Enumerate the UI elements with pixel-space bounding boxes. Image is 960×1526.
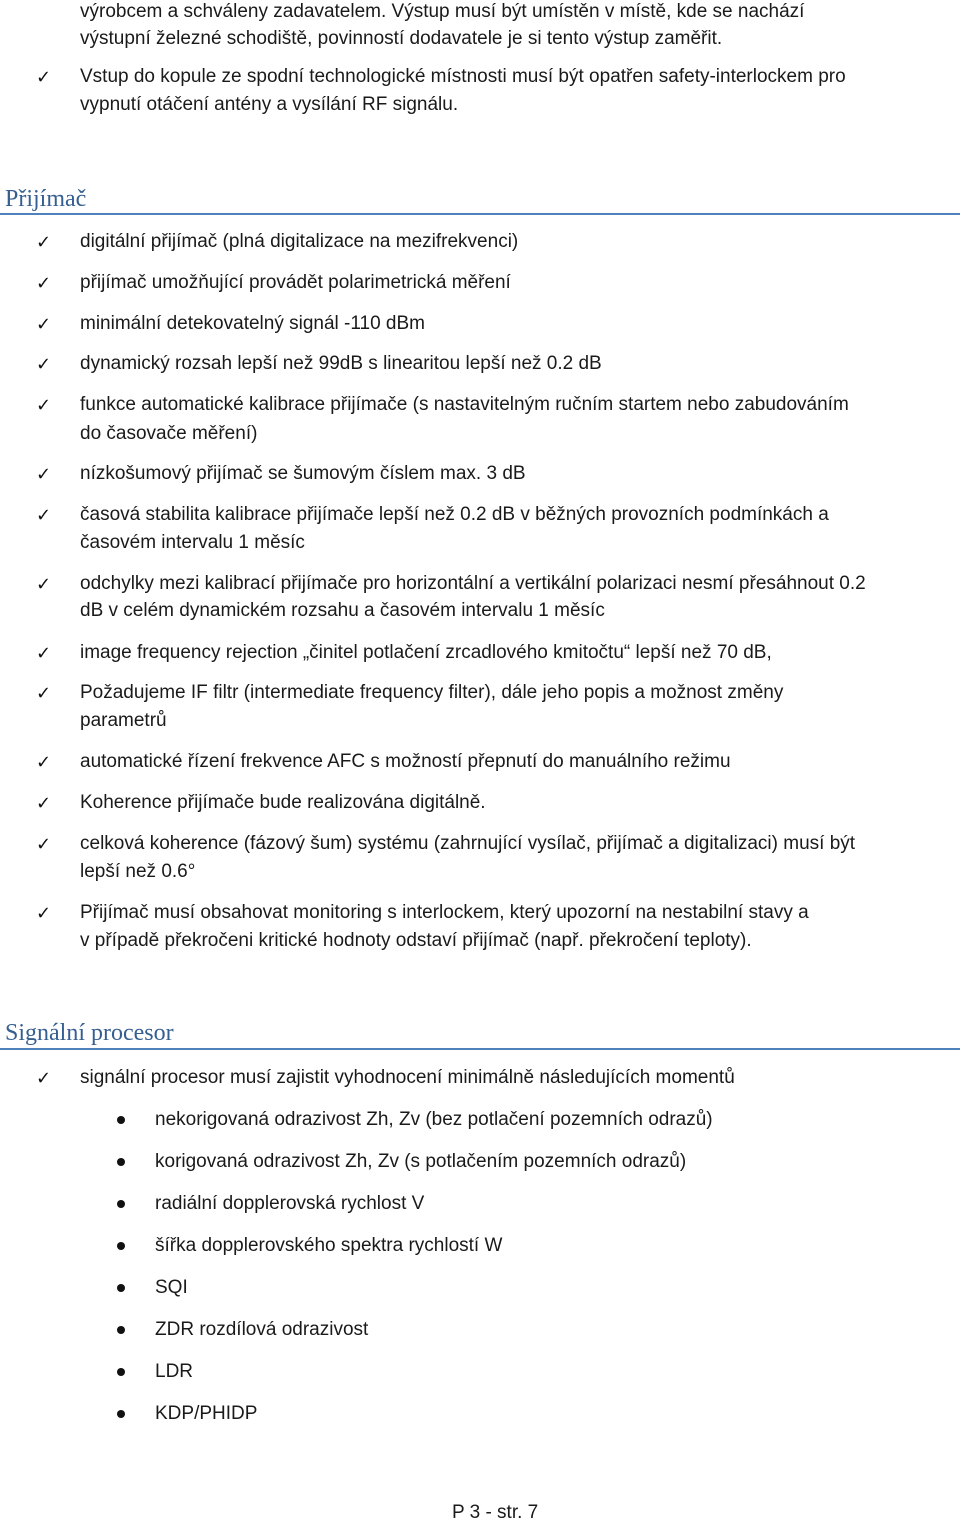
intro-item-line-2: vypnutí otáčení antény a vysílání RF signálu. (80, 94, 459, 115)
list-item: funkce automatické kalibrace přijímače (s nastavitelným ručním startem nebo zabudováním (80, 394, 849, 415)
sub-list-item: korigovaná odrazivost Zh, Zv (s potlačením pozemních odrazů) (155, 1151, 687, 1172)
checkmark-icon: ✓ (36, 683, 52, 703)
list-item: Koherence přijímače bude realizována digitálně. (80, 792, 486, 813)
list-item-continuation: dB v celém dynamickém rozsahu a časovém intervalu 1 měsíc (80, 600, 605, 621)
list-item: image frequency rejection „činitel potlačení zrcadlového kmitočtu“ lepší než 70 dB, (80, 642, 772, 663)
list-item: signální procesor musí zajistit vyhodnocení minimálně následujících momentů (80, 1067, 735, 1088)
sub-list-item: ZDR rozdílová odrazivost (155, 1319, 369, 1340)
checkmark-icon: ✓ (36, 67, 52, 87)
list-item: časová stabilita kalibrace přijímače lepší než 0.2 dB v běžných provozních podmínkách a (80, 504, 829, 525)
bullet-icon (117, 1284, 125, 1292)
list-item: odchylky mezi kalibrací přijímače pro horizontální a vertikální polarizaci nesmí přesáhnout 0.2 (80, 573, 866, 594)
bullet-icon (117, 1410, 125, 1418)
list-item: Přijímač musí obsahovat monitoring s interlockem, který upozorní na nestabilní stavy a (80, 902, 809, 923)
checkmark-icon: ✓ (36, 505, 52, 525)
checkmark-icon: ✓ (36, 752, 52, 772)
checkmark-icon: ✓ (36, 1068, 52, 1088)
bullet-icon (117, 1200, 125, 1208)
bullet-icon (117, 1326, 125, 1334)
checkmark-icon: ✓ (36, 903, 52, 923)
checkmark-icon: ✓ (36, 793, 52, 813)
list-item: automatické řízení frekvence AFC s možností přepnutí do manuálního režimu (80, 751, 731, 772)
page-number: P 3 - str. 7 (452, 1502, 539, 1523)
checkmark-icon: ✓ (36, 464, 52, 484)
list-item-continuation: v případě překročeni kritické hodnoty odstaví přijímač (např. překročení teploty). (80, 930, 752, 951)
checkmark-icon: ✓ (36, 314, 52, 334)
checkmark-icon: ✓ (36, 354, 52, 374)
list-item: dynamický rozsah lepší než 99dB s linearitou lepší než 0.2 dB (80, 353, 602, 374)
list-item-continuation: do časovače měření) (80, 423, 258, 444)
list-item: minimální detekovatelný signál -110 dBm (80, 313, 425, 334)
list-item: digitální přijímač (plná digitalizace na mezifrekvenci) (80, 231, 519, 252)
sub-list-item: LDR (155, 1361, 194, 1382)
list-item: Požadujeme IF filtr (intermediate frequency filter), dále jeho popis a možnost změny (80, 682, 784, 703)
heading-rule (0, 213, 960, 215)
checkmark-icon: ✓ (36, 273, 52, 293)
sub-list-item: nekorigovaná odrazivost Zh, Zv (bez potlačení pozemních odrazů) (155, 1109, 713, 1130)
checkmark-icon: ✓ (36, 574, 52, 594)
list-item-continuation: časovém intervalu 1 měsíc (80, 532, 305, 553)
checkmark-icon: ✓ (36, 395, 52, 415)
bullet-icon (117, 1116, 125, 1124)
bullet-icon (117, 1368, 125, 1376)
intro-line-1: výrobcem a schváleny zadavatelem. Výstup musí být umístěn v místě, kde se nachází (80, 1, 805, 22)
bullet-icon (117, 1242, 125, 1250)
heading-rule (0, 1048, 960, 1050)
list-item: celková koherence (fázový šum) systému (zahrnující vysílač, přijímač a digitalizaci) musí být (80, 833, 856, 854)
intro-item-line-1: Vstup do kopule ze spodní technologické místnosti musí být opatřen safety-interlockem pro (80, 66, 846, 87)
bullet-icon (117, 1158, 125, 1166)
sub-list-item: SQI (155, 1277, 188, 1298)
checkmark-icon: ✓ (36, 232, 52, 252)
sub-list-item: šířka dopplerovského spektra rychlostí W (155, 1235, 503, 1256)
checkmark-icon: ✓ (36, 834, 52, 854)
section-heading-prijimac: Přijímač (5, 186, 87, 212)
sub-list-item: radiální dopplerovská rychlost V (155, 1193, 425, 1214)
list-item: přijímač umožňující provádět polarimetrická měření (80, 272, 511, 293)
list-item-continuation: lepší než 0.6° (80, 861, 196, 882)
list-item-continuation: parametrů (80, 710, 167, 731)
list-item: nízkošumový přijímač se šumovým číslem max. 3 dB (80, 463, 526, 484)
checkmark-icon: ✓ (36, 643, 52, 663)
sub-list-item: KDP/PHIDP (155, 1403, 258, 1424)
intro-line-2: výstupní železné schodiště, povinností dodavatele je si tento výstup zaměřit. (80, 28, 723, 49)
section-heading-procesor: Signální procesor (5, 1020, 174, 1046)
